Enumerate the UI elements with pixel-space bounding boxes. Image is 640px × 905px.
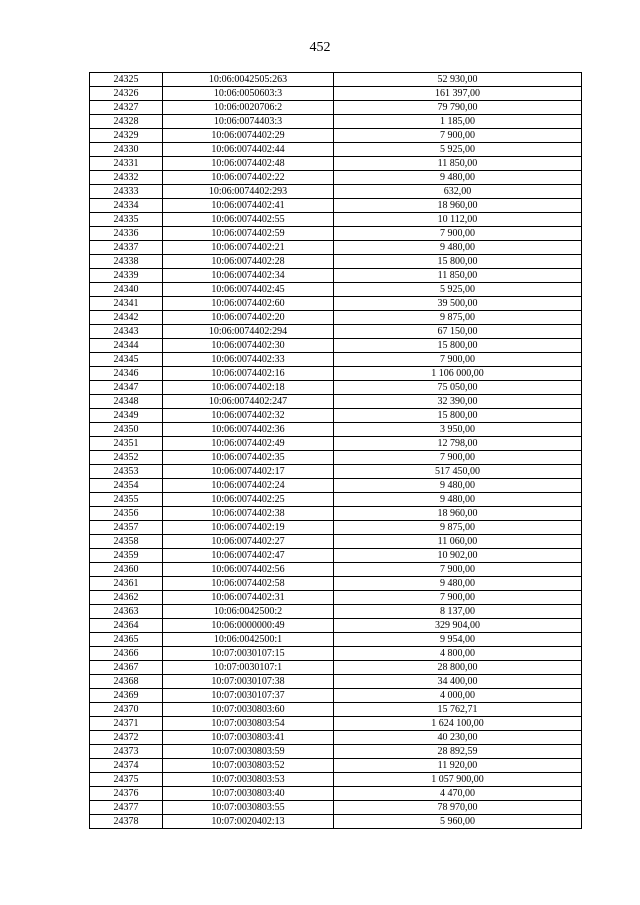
row-number-cell: 24357 [90,521,163,535]
value-cell: 15 762,71 [334,703,582,717]
row-number-cell: 24343 [90,325,163,339]
row-number-cell: 24335 [90,213,163,227]
row-number-cell: 24332 [90,171,163,185]
cadastral-number-cell: 10:07:0030107:37 [163,689,334,703]
value-cell: 11 060,00 [334,535,582,549]
table-row [90,675,582,689]
cadastral-number-cell: 10:06:0000000:49 [163,619,334,633]
value-cell: 28 892,59 [334,745,582,759]
value-cell: 9 480,00 [334,479,582,493]
row-number-cell: 24363 [90,605,163,619]
cadastral-number-cell: 10:06:0074402:25 [163,493,334,507]
row-number-cell: 24349 [90,409,163,423]
table-body [90,73,582,829]
row-number-cell: 24369 [90,689,163,703]
cadastral-number-cell: 10:07:0030803:52 [163,759,334,773]
table-row [90,339,582,353]
table-row [90,269,582,283]
table-row [90,409,582,423]
row-number-cell: 24348 [90,395,163,409]
cadastral-number-cell: 10:06:0074402:293 [163,185,334,199]
value-cell: 8 137,00 [334,605,582,619]
table-row [90,255,582,269]
value-cell: 1 106 000,00 [334,367,582,381]
value-cell: 15 800,00 [334,255,582,269]
table-row [90,157,582,171]
cadastral-number-cell: 10:06:0074402:49 [163,437,334,451]
value-cell: 52 930,00 [334,73,582,87]
value-cell: 11 920,00 [334,759,582,773]
cadastral-number-cell: 10:07:0030803:53 [163,773,334,787]
table-row [90,465,582,479]
table-row [90,73,582,87]
row-number-cell: 24337 [90,241,163,255]
cadastral-number-cell: 10:06:0074402:44 [163,143,334,157]
cadastral-number-cell: 10:06:0074402:19 [163,521,334,535]
table-row [90,227,582,241]
row-number-cell: 24373 [90,745,163,759]
cadastral-number-cell: 10:06:0074402:29 [163,129,334,143]
row-number-cell: 24338 [90,255,163,269]
value-cell: 5 925,00 [334,283,582,297]
table-row [90,283,582,297]
row-number-cell: 24360 [90,563,163,577]
value-cell: 4 000,00 [334,689,582,703]
table-row [90,325,582,339]
value-cell: 34 400,00 [334,675,582,689]
table-row [90,745,582,759]
row-number-cell: 24328 [90,115,163,129]
row-number-cell: 24365 [90,633,163,647]
table-row [90,577,582,591]
table-row [90,185,582,199]
cadastral-number-cell: 10:06:0074402:16 [163,367,334,381]
cadastral-number-cell: 10:06:0074402:55 [163,213,334,227]
value-cell: 67 150,00 [334,325,582,339]
value-cell: 12 798,00 [334,437,582,451]
cadastral-number-cell: 10:06:0074402:33 [163,353,334,367]
row-number-cell: 24327 [90,101,163,115]
table-row [90,423,582,437]
row-number-cell: 24325 [90,73,163,87]
cadastral-number-cell: 10:06:0074402:36 [163,423,334,437]
cadastral-number-cell: 10:06:0074402:21 [163,241,334,255]
value-cell: 7 900,00 [334,591,582,605]
value-cell: 78 970,00 [334,801,582,815]
cadastral-number-cell: 10:06:0074402:32 [163,409,334,423]
cadastral-number-cell: 10:06:0050603:3 [163,87,334,101]
table-row [90,437,582,451]
value-cell: 9 875,00 [334,521,582,535]
cadastral-number-cell: 10:06:0074402:18 [163,381,334,395]
row-number-cell: 24340 [90,283,163,297]
table-row [90,605,582,619]
row-number-cell: 24344 [90,339,163,353]
value-cell: 11 850,00 [334,269,582,283]
row-number-cell: 24359 [90,549,163,563]
cadastral-number-cell: 10:07:0020402:13 [163,815,334,829]
table-row [90,101,582,115]
value-cell: 1 624 100,00 [334,717,582,731]
table-row [90,493,582,507]
row-number-cell: 24326 [90,87,163,101]
value-cell: 9 480,00 [334,577,582,591]
row-number-cell: 24371 [90,717,163,731]
table-row [90,619,582,633]
cadastral-number-cell: 10:06:0042505:263 [163,73,334,87]
value-cell: 5 925,00 [334,143,582,157]
table-row [90,199,582,213]
row-number-cell: 24339 [90,269,163,283]
value-cell: 632,00 [334,185,582,199]
table-row [90,241,582,255]
row-number-cell: 24353 [90,465,163,479]
cadastral-number-cell: 10:06:0074402:22 [163,171,334,185]
value-cell: 9 875,00 [334,311,582,325]
table-row [90,479,582,493]
value-cell: 1 185,00 [334,115,582,129]
table-row [90,591,582,605]
value-cell: 517 450,00 [334,465,582,479]
value-cell: 10 112,00 [334,213,582,227]
cadastral-number-cell: 10:06:0074402:38 [163,507,334,521]
table-row [90,129,582,143]
table-row [90,115,582,129]
table-row [90,731,582,745]
row-number-cell: 24372 [90,731,163,745]
row-number-cell: 24375 [90,773,163,787]
value-cell: 7 900,00 [334,227,582,241]
cadastral-number-cell: 10:06:0074402:31 [163,591,334,605]
table-row [90,143,582,157]
table-row [90,717,582,731]
row-number-cell: 24366 [90,647,163,661]
table-row [90,535,582,549]
cadastral-number-cell: 10:06:0074402:34 [163,269,334,283]
value-cell: 18 960,00 [334,199,582,213]
row-number-cell: 24367 [90,661,163,675]
table-row [90,367,582,381]
table-row [90,213,582,227]
value-cell: 9 480,00 [334,241,582,255]
cadastral-number-cell: 10:06:0074402:35 [163,451,334,465]
value-cell: 32 390,00 [334,395,582,409]
value-cell: 9 480,00 [334,493,582,507]
table-row [90,801,582,815]
row-number-cell: 24336 [90,227,163,241]
row-number-cell: 24354 [90,479,163,493]
value-cell: 15 800,00 [334,339,582,353]
table-row [90,703,582,717]
cadastral-number-cell: 10:06:0074402:47 [163,549,334,563]
value-cell: 4 800,00 [334,647,582,661]
value-cell: 7 900,00 [334,129,582,143]
row-number-cell: 24361 [90,577,163,591]
table-row [90,815,582,829]
table-row [90,395,582,409]
page-number: 452 [309,40,331,55]
value-cell: 39 500,00 [334,297,582,311]
value-cell: 40 230,00 [334,731,582,745]
table-row [90,381,582,395]
value-cell: 1 057 900,00 [334,773,582,787]
row-number-cell: 24358 [90,535,163,549]
cadastral-number-cell: 10:06:0042500:2 [163,605,334,619]
cadastral-number-cell: 10:06:0074402:30 [163,339,334,353]
row-number-cell: 24355 [90,493,163,507]
table-row [90,87,582,101]
value-cell: 79 790,00 [334,101,582,115]
table-row [90,507,582,521]
value-cell: 7 900,00 [334,563,582,577]
table-row [90,787,582,801]
row-number-cell: 24351 [90,437,163,451]
value-cell: 3 950,00 [334,423,582,437]
data-table [89,72,582,829]
cadastral-number-cell: 10:06:0074402:41 [163,199,334,213]
row-number-cell: 24333 [90,185,163,199]
cadastral-number-cell: 10:06:0074402:17 [163,465,334,479]
table-row [90,563,582,577]
cadastral-number-cell: 10:07:0030107:1 [163,661,334,675]
value-cell: 9 480,00 [334,171,582,185]
value-cell: 4 470,00 [334,787,582,801]
value-cell: 10 902,00 [334,549,582,563]
row-number-cell: 24374 [90,759,163,773]
row-number-cell: 24352 [90,451,163,465]
value-cell: 5 960,00 [334,815,582,829]
value-cell: 161 397,00 [334,87,582,101]
cadastral-number-cell: 10:06:0074402:60 [163,297,334,311]
value-cell: 9 954,00 [334,633,582,647]
cadastral-number-cell: 10:07:0030803:54 [163,717,334,731]
value-cell: 7 900,00 [334,451,582,465]
cadastral-number-cell: 10:07:0030107:15 [163,647,334,661]
value-cell: 75 050,00 [334,381,582,395]
value-cell: 18 960,00 [334,507,582,521]
cadastral-number-cell: 10:07:0030803:40 [163,787,334,801]
row-number-cell: 24378 [90,815,163,829]
value-cell: 28 800,00 [334,661,582,675]
cadastral-number-cell: 10:06:0074402:56 [163,563,334,577]
table-row [90,773,582,787]
row-number-cell: 24350 [90,423,163,437]
table-row [90,549,582,563]
row-number-cell: 24347 [90,381,163,395]
row-number-cell: 24368 [90,675,163,689]
table-row [90,521,582,535]
table-row [90,759,582,773]
row-number-cell: 24342 [90,311,163,325]
row-number-cell: 24370 [90,703,163,717]
table-row [90,353,582,367]
row-number-cell: 24362 [90,591,163,605]
cadastral-number-cell: 10:06:0074402:58 [163,577,334,591]
table-row [90,647,582,661]
row-number-cell: 24364 [90,619,163,633]
value-cell: 7 900,00 [334,353,582,367]
table-row [90,311,582,325]
cadastral-number-cell: 10:06:0074402:28 [163,255,334,269]
table-row [90,297,582,311]
cadastral-number-cell: 10:06:0074402:45 [163,283,334,297]
cadastral-number-cell: 10:06:0074402:48 [163,157,334,171]
table-row [90,171,582,185]
row-number-cell: 24334 [90,199,163,213]
cadastral-number-cell: 10:07:0030803:60 [163,703,334,717]
cadastral-number-cell: 10:06:0074402:20 [163,311,334,325]
row-number-cell: 24356 [90,507,163,521]
cadastral-number-cell: 10:07:0030803:41 [163,731,334,745]
cadastral-number-cell: 10:07:0030803:59 [163,745,334,759]
cadastral-number-cell: 10:06:0074402:24 [163,479,334,493]
table-row [90,633,582,647]
table-row [90,661,582,675]
table-row [90,451,582,465]
value-cell: 15 800,00 [334,409,582,423]
row-number-cell: 24346 [90,367,163,381]
cadastral-number-cell: 10:07:0030803:55 [163,801,334,815]
cadastral-number-cell: 10:06:0074402:27 [163,535,334,549]
cadastral-number-cell: 10:06:0042500:1 [163,633,334,647]
cadastral-number-cell: 10:06:0074402:294 [163,325,334,339]
row-number-cell: 24330 [90,143,163,157]
cadastral-number-cell: 10:07:0030107:38 [163,675,334,689]
cadastral-number-cell: 10:06:0020706:2 [163,101,334,115]
row-number-cell: 24329 [90,129,163,143]
row-number-cell: 24376 [90,787,163,801]
row-number-cell: 24341 [90,297,163,311]
value-cell: 329 904,00 [334,619,582,633]
row-number-cell: 24345 [90,353,163,367]
row-number-cell: 24377 [90,801,163,815]
cadastral-number-cell: 10:06:0074402:247 [163,395,334,409]
table-row [90,689,582,703]
row-number-cell: 24331 [90,157,163,171]
cadastral-number-cell: 10:06:0074402:59 [163,227,334,241]
value-cell: 11 850,00 [334,157,582,171]
cadastral-number-cell: 10:06:0074403:3 [163,115,334,129]
